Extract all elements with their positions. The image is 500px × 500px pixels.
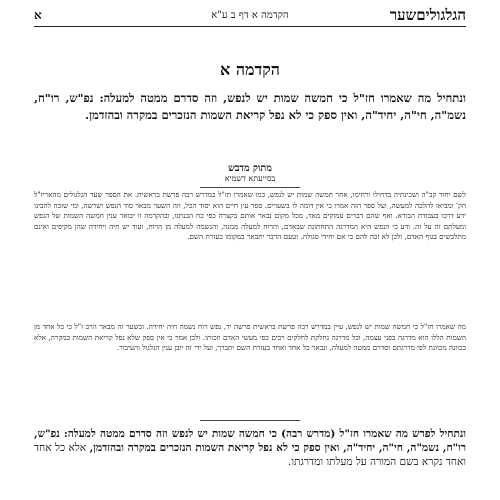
commentary-subtitle: בסייעתא דשמיא: [224, 174, 276, 183]
book-title: [298, 6, 466, 25]
commentary-block-2-text: מה שאמרו חז"ל כי חמשה שמות יש לנפש, עיין במדרש רבה פרשת בראשית פרשה יד, נפש רוח נשמה חיה יחידה. ובשער זה מבאר הרב ז"ל כי כל אחד מן השמות הללו הוא מדרגה בפני עצמה, וכל מדרגה נחלקת לחלקים רבים כפי מעשי האדם וזכותו. ולכן אמר כי אין ספק שלא נפל קריאת השמות במקרה, אלא בכוונה מכוונת לפי מדרגתם וסדרם ממטה למעלה, ונבאר כל אחד ואחד בעזרת השם יתברך, ועל ידי זה יובן ענין הגלגול והעיבור.: [34, 322, 466, 353]
commentary-divider: [200, 187, 300, 188]
commentary-title: מתוק מדבש: [228, 163, 272, 174]
commentary-block-2: [34, 322, 466, 354]
book-title-word-1: שער: [389, 6, 417, 24]
commentary-block-1: [34, 190, 466, 243]
book-title-word-2: הגלגולים: [416, 6, 466, 24]
main-text-rest: אלא כל אחד ואחד נקרא בשם המורה על מעלתו ומדרגתו.: [34, 442, 466, 468]
section-divider: [200, 420, 300, 421]
intro-paragraph: [34, 90, 466, 124]
running-header: [34, 8, 466, 27]
commentary-block-1-text: לשם יחוד קב"ה ושכינתיה בדחילו ורחימו, אחר חמשה שמות יש לנפש, כמו שאמרו חז"ל במדרש רבה פרשת בראשית. את הספר שער הגלגולים מהאריז"ל הק' ומביאו להלכה למעשה, ועל ספר הזה אמרו כי אין דומה לו בשערים. ספר עץ חיים הוא יסוד הכל, וזה השער מבאר סוד הנפש ושרשה, ומי שזכה להבינו ידע דרכו בעבודת הבורא. ואף שהם דברים עמוקים מאד, מכל מקום נבאר אותם בקצרה כפי כח הבנתנו, ובהקדמה זו יבואר ענין חמשה השמות של הנפש ומעלתם זה על זה. ודע כי הנפש היא המדרגה התחתונה שבאדם, והרוח למעלה ממנה, והנשמה למעלה מן הרוח, ועוד יש חיה ויחידה שהן מקיפים ואינם מתלבשים בגוף האדם, ולכן לא זכה להם כי אם יחידי סגולה. וטעם הדבר יתבאר במקומו בעזרת השם.: [34, 190, 466, 242]
main-text-paragraph: [34, 427, 466, 469]
intro-text: ונתחיל מה שאמרו חז"ל כי חמשה שמות יש לנפש, וזה סדרם ממטה למעלה: נפ"ש, רו"ח, נשמ"ה, חי"ה, יחיד"ה, ואין ספק כי לא נפל קריאת השמות הנזכרים במקרה ובהזדמן.: [34, 91, 466, 122]
main-text-bold: ונתחיל לפרש מה שאמרו חז"ל (מדרש רבה) כי חמשה שמות יש לנפש וזה סדרם ממטה למעלה: נפ"ש, רו"ח, נשמ"ה, חי"ה, יחיד"ה, ואין ספק כי לא נפל קריאת השמות הנזכרים במקרה ובהזדמן,: [34, 428, 466, 454]
folio-reference: הקדמה א דף ב ע"א: [211, 10, 289, 21]
page-letter: א: [34, 8, 42, 22]
commentary-header: [0, 163, 500, 183]
section-title: הקדמה א: [220, 60, 280, 79]
